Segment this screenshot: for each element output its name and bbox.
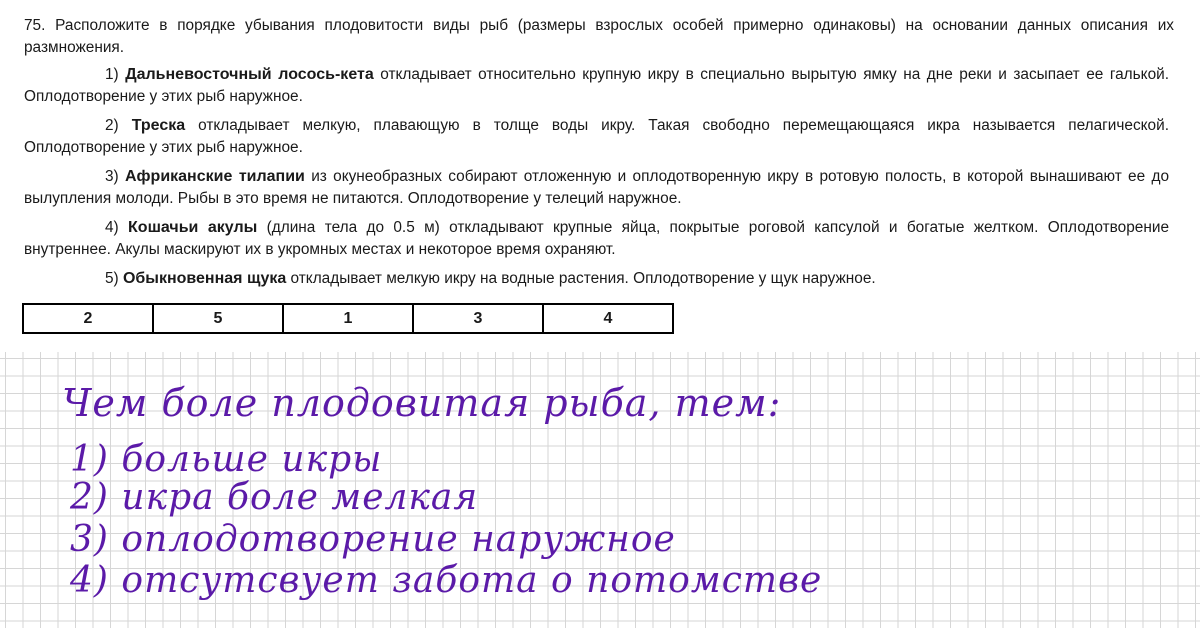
notes-line-2: 2) икра боле мелкая: [70, 477, 479, 518]
species-name: Кошачьи акулы: [128, 219, 258, 236]
species-name: Дальневосточный лосось-кета: [125, 66, 374, 83]
notes-line-4: 4) отсутсвует забота о потомстве: [70, 560, 823, 601]
answer-cell: 5: [153, 304, 283, 333]
species-name: Треска: [131, 117, 186, 134]
species-description: (длина тела до 0.5 м) откладывают крупные яйца, покрытые роговой капсулой и богатые желтком. Оплодотворение внутреннее. Акулы маскируют их в укромных местах и некоторое время охраняют.: [24, 219, 1170, 258]
notes-heading: Чем боле плодовитая рыба, тем:: [62, 381, 782, 425]
task-title: 75. Расположите в порядке убывания плодовитости виды рыб (размеры взрослых особей примерно одинаковы) на основании данных описания их размножения.: [24, 17, 1174, 56]
species-description: откладывает мелкую икру на водные растения. Оплодотворение у щук наружное.: [286, 270, 876, 287]
species-name: Обыкновенная щука: [122, 270, 287, 287]
item-number: 3): [105, 168, 119, 185]
handwritten-notes: [0, 352, 1200, 628]
species-item-4: [24, 217, 1169, 261]
item-number: 2): [105, 117, 119, 134]
species-item-2: [24, 115, 1169, 159]
species-item-3: [24, 166, 1169, 210]
species-description: откладывает относительно крупную икру в специально вырытую ямку на дне реки и засыпает ее галькой. Оплодотворение у этих рыб наружное.: [24, 66, 1170, 105]
species-item-1: [24, 64, 1169, 108]
species-description: откладывает мелкую, плавающую в толще воды икру. Такая свободно перемещающаяся икра называется пелагической. Оплодотворение у этих рыб наружное.: [24, 117, 1169, 156]
item-number: 1): [105, 66, 119, 83]
notes-line-1: 1) больше икры: [70, 439, 383, 480]
species-item-5: [24, 268, 1169, 290]
answer-cell: 3: [413, 304, 543, 333]
answer-table: [22, 303, 674, 334]
item-number: 4): [105, 219, 119, 236]
species-description: из окунеобразных собирают отложенную и оплодотворенную икру в ротовую полость, в которой вынашивают ее до вылупления молоди. Рыбы в это время не питаются. Оплодотворение у телеций наружное.: [24, 168, 1170, 207]
grid-notebook-area: [0, 352, 1200, 628]
item-number: 5): [105, 270, 119, 287]
answer-cell: 1: [283, 304, 413, 333]
notes-line-3: 3) оплодотворение наружное: [70, 519, 676, 560]
answer-row: [23, 304, 673, 333]
species-name: Африканские тилапии: [124, 168, 305, 185]
answer-cell: 2: [23, 304, 153, 333]
answer-cell: 4: [543, 304, 673, 333]
